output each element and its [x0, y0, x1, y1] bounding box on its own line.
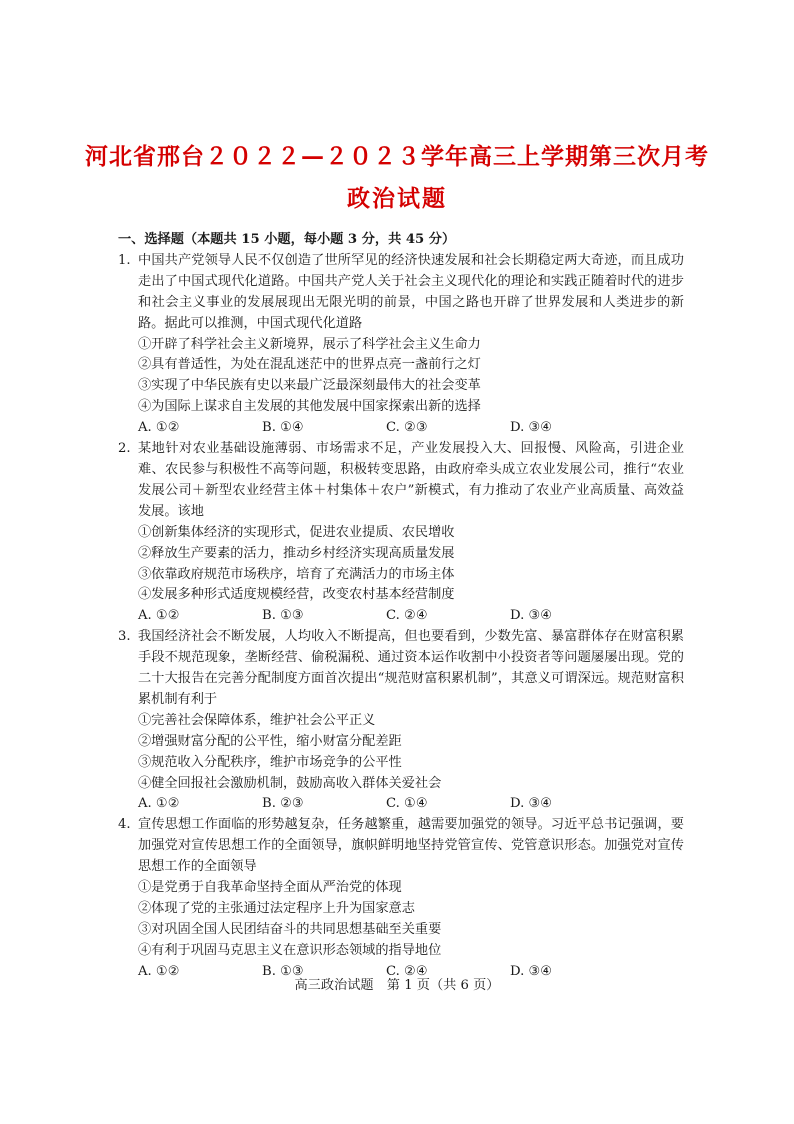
- answer-choice-b: B. ①③: [262, 963, 304, 979]
- statement-option: ④健全回报社会激励机制，鼓励高收入群体关爱社会: [138, 775, 442, 791]
- answer-choice-d: D. ③④: [510, 608, 553, 624]
- exam-title: 河北省邢台２０２２—２０２３学年高三上学期第三次月考: [85, 143, 709, 170]
- exam-subtitle: 政治试题: [347, 185, 447, 212]
- statement-option: ①是党勇于自我革命坚持全面从严治党的体现: [138, 880, 402, 896]
- statement-option: ①完善社会保障体系，维护社会公平正义: [138, 712, 376, 728]
- answer-choice-a: A. ①②: [138, 608, 180, 624]
- exam-content: [118, 230, 684, 983]
- question-1: [118, 251, 684, 439]
- statement-option: ③实现了中华民族有史以来最广泛最深刻最伟大的社会变革: [138, 378, 481, 394]
- answer-choice-d: D. ③④: [510, 963, 553, 979]
- question-number: 1.: [118, 252, 131, 268]
- question-stem: 中国共产党领导人民不仅创造了世所罕见的经济快速发展和社会长期稳定两大奇迹，而且成功走出了中国式现代化道路。中国共产党人关于社会主义现代化的理论和实践正随着时代的进步和社会主义事业的发展展现出无限光明的前景，中国之路也开辟了世界发展和人类进步的新路。据此可以推测，中国式现代化道路: [138, 252, 684, 331]
- statement-option: ②具有普适性，为处在混乱迷茫中的世界点亮一盏前行之灯: [138, 357, 481, 373]
- question-3: [118, 627, 684, 815]
- answer-choice-b: B. ①④: [262, 420, 304, 436]
- statement-option: ①开辟了科学社会主义新境界，展示了科学社会主义生命力: [138, 336, 481, 352]
- answer-choice-c: C. ②④: [386, 963, 428, 979]
- page-footer: 高三政治试题 第 1 页（共 6 页）: [294, 978, 500, 993]
- question-stem: 宣传思想工作面临的形势越复杂，任务越繁重，越需要加强党的领导。习近平总书记强调，要加强党对宣传思想工作的全面领导，旗帜鲜明地坚持党管宣传、党管意识形态。加强党对宣传思想工作的全面领导: [138, 817, 684, 875]
- statement-option: ③规范收入分配秩序，维护市场竞争的公平性: [138, 754, 402, 770]
- answer-choices: [138, 418, 684, 439]
- question-number: 3.: [118, 629, 131, 645]
- answer-choice-b: B. ①③: [262, 608, 304, 624]
- statement-option: ④为国际上谋求自主发展的其他发展中国家探索出新的选择: [138, 399, 481, 415]
- answer-choice-c: C. ①④: [386, 796, 428, 812]
- answer-choices: [138, 794, 684, 815]
- statement-option: ③对巩固全国人民团结奋斗的共同思想基础至关重要: [138, 921, 442, 937]
- statement-option: ①创新集体经济的实现形式，促进农业提质、农民增收: [138, 524, 455, 540]
- answer-choice-d: D. ③④: [510, 420, 553, 436]
- answer-choice-a: A. ①②: [138, 963, 180, 979]
- question-stem: 某地针对农业基础设施薄弱、市场需求不足，产业发展投入大、回报慢、风险高，引进企业难、农民参与积极性不高等问题，积极转变思路，由政府牵头成立农业发展公司，推行“农业发展公司＋新型农业经营主体＋村集体＋农户”新模式，有力推动了农业产业高质量、高效益发展。该地: [138, 441, 684, 519]
- section-title: 一、选择题（本题共 15 小题，每小题 3 分，共 45 分）: [118, 232, 456, 247]
- question-2: [118, 439, 684, 627]
- statement-option: ④发展多种形式适度规模经营，改变农村基本经营制度: [138, 587, 455, 603]
- question-4: [118, 815, 684, 982]
- answer-choice-a: A. ①②: [138, 420, 180, 436]
- statement-option: ②释放生产要素的活力，推动乡村经济实现高质量发展: [138, 545, 455, 561]
- answer-choice-d: D. ③④: [510, 796, 553, 812]
- statement-option: ③依靠政府规范市场秩序，培育了充满活力的市场主体: [138, 566, 455, 582]
- statement-option: ④有利于巩固马克思主义在意识形态领域的指导地位: [138, 942, 442, 958]
- answer-choice-c: C. ②③: [386, 420, 428, 436]
- question-stem: 我国经济社会不断发展，人均收入不断提高，但也要看到，少数先富、暴富群体存在财富积累手段不规范现象，垄断经营、偷税漏税、通过资本运作收割中小投资者等问题屡屡出现。党的二十大报告在完善分配制度方面首次提出“规范财富积累机制”，其意义可谓深远。规范财富积累机制有利于: [138, 629, 684, 707]
- statement-option: ②体现了党的主张通过法定程序上升为国家意志: [138, 901, 415, 916]
- question-number: 4.: [118, 817, 131, 833]
- answer-choice-c: C. ②④: [386, 608, 428, 624]
- answer-choice-b: B. ②③: [262, 796, 304, 812]
- answer-choices: [138, 606, 684, 627]
- answer-choice-a: A. ①②: [138, 796, 180, 812]
- statement-option: ②增强财富分配的公平性，缩小财富分配差距: [138, 733, 402, 749]
- question-number: 2.: [118, 441, 131, 457]
